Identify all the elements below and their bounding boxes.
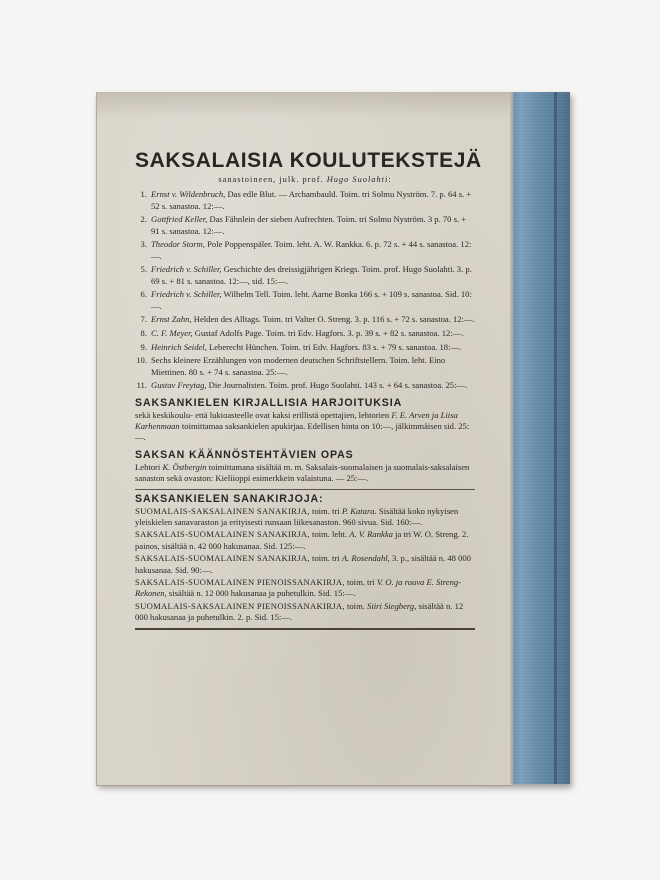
item-text: Das edle Blut. — Archambauld. Toim. tri Solmu Nyström. 7. p. 64 s. + 52 s. sanastoa. 12:—. <box>151 189 472 211</box>
item-author: Heinrich Seidel, <box>151 341 207 352</box>
section-translation-guide <box>135 449 475 485</box>
dictionary-editor: A. Rosendahl, <box>341 553 390 564</box>
back-cover <box>96 92 511 786</box>
dictionary-entry <box>135 553 475 576</box>
dictionary-desc: sisältää n. 12 000 hakusanaa ja puhetulkin. 2. p. Sid. 15:—. <box>135 600 464 623</box>
item-text: Geschichte des dreissigjährigen Kriegs. Toim. prof. Hugo Suolahti. 3. p. 69 s. + 81 s. sanastoa. 12:—, sid. 15:—. <box>151 264 472 286</box>
item-number: 10. <box>136 355 147 366</box>
bottom-rule <box>135 628 475 630</box>
item-number: 1. <box>140 189 147 200</box>
dictionary-entry <box>135 529 475 552</box>
section-body-authors: F. E. Arven ja Liisa Karhenmaan <box>135 409 458 431</box>
dictionary-entry <box>135 577 475 600</box>
item-author: Gustav Freytag, <box>151 380 207 391</box>
item-author: Friedrich v. Schiller, <box>151 264 222 275</box>
item-number: 9. <box>140 341 147 352</box>
subtitle-post: : <box>388 175 392 184</box>
dictionary-editor: Siiri Siegberg, <box>367 600 417 611</box>
section-dictionaries <box>135 493 475 624</box>
dictionary-pre: toim. leht. <box>309 529 350 540</box>
list-item <box>135 239 475 262</box>
dictionary-pre: toim. tri <box>309 505 342 516</box>
item-number: 5. <box>140 264 147 275</box>
item-text: Helden des Alltags. Toim. tri Valter O. Streng. 3. p. 116 s. + 72 s. sanastoa. 12:—. <box>191 314 475 325</box>
dictionary-desc: ja tri W. O. Streng. 2. painos, sisältää n. 42 000 hakusanaa. Sid. 125:—. <box>135 529 469 551</box>
item-number: 8. <box>140 328 147 338</box>
item-text: Gustaf Adolfs Page. Toim. tri Edv. Hagfors. 3. p. 39 s. + 82 s. sanastoa. 12:—. <box>192 328 464 338</box>
book-list <box>135 189 475 391</box>
dictionary-entry <box>135 601 475 624</box>
item-text: Pole Poppenspäler. Toim. leht. A. W. Rankka. 6. p. 72 s. + 44 s. sanastoa. 12:—. <box>151 239 472 261</box>
book-spine <box>510 92 570 784</box>
item-number: 6. <box>140 289 147 300</box>
dictionary-name: SAKSALAIS-SUOMALAINEN PIENOISSANAKIRJA, <box>135 577 345 588</box>
spine-hinge <box>554 92 557 784</box>
list-item <box>135 342 475 353</box>
dictionary-editor: A. V. Rankka <box>349 529 393 540</box>
dictionary-name: SAKSALAIS-SUOMALAINEN SANAKIRJA, <box>135 529 310 540</box>
dictionary-name: SUOMALAIS-SAKSALAINEN SANAKIRJA, <box>135 505 310 516</box>
list-item <box>135 314 475 325</box>
dictionary-desc: 3. p., sisältää n. 48 000 hakusanaa. Sid. 90:—. <box>135 553 471 575</box>
item-author: Friedrich v. Schiller, <box>151 289 222 300</box>
item-text: Die Journalisten. Toim. prof. Hugo Suolahti. 143 s. + 64 s. sanastoa. 25:—. <box>206 380 468 391</box>
list-item <box>135 189 475 212</box>
dictionary-name: SAKSALAIS-SUOMALAINEN SANAKIRJA, <box>135 553 310 564</box>
item-text: Wilhelm Tell. Toim. leht. Aarne Bonka 166 s. + 109 s. sanastoa. Sid. 10:—. <box>151 289 472 311</box>
spine-texture <box>510 92 570 784</box>
list-item <box>135 289 475 312</box>
dictionary-pre: toim. tri <box>344 577 377 588</box>
dictionary-desc: sisältää n. 12 000 hakusanaa ja puhetulkin. Sid. 15:—. <box>166 588 356 599</box>
item-text: Das Fähnlein der sieben Aufrechten. Toim. tri Solmu Nyström. 3 p. 70 s. + 91 s. sanastoa. 12:—. <box>151 214 467 236</box>
page-title: SAKSALAISIA KOULUTEKSTEJÄ <box>135 149 482 172</box>
item-number: 3. <box>140 239 147 250</box>
cover-text <box>135 149 482 630</box>
item-number: 2. <box>140 214 147 225</box>
item-text: Leberecht Hünchen. Toim. tri Edv. Hagfors. 83 s. + 79 s. sanastoa. 18:—. <box>206 341 462 352</box>
item-text: Sechs kleinere Erzählungen von modernen deutschen Schriftstellern. Toim. leht. Eino Miettinen. 80 s. + 74 s. sanastoa. 25:—. <box>151 355 446 377</box>
item-author: C. F. Meyer, <box>151 328 193 338</box>
section-heading: SAKSAN KÄÄNNÖSTEHTÄVIEN OPAS <box>135 448 354 461</box>
item-number: 7. <box>140 314 147 325</box>
section-heading: SAKSANKIELEN SANAKIRJOJA: <box>135 492 324 505</box>
section-body-post: toimittamaa saksankielen apukirjaa. Edellisen hinta on 10:—, jälkimmäisen sid. 25:—. <box>135 421 470 443</box>
list-item <box>135 380 475 391</box>
section-body-authors: K. Östbergin <box>162 461 207 472</box>
cover-shadow <box>97 93 511 119</box>
list-item <box>135 264 475 287</box>
dictionary-editor: V. O. ja rouva E. Streng-Rekonen, <box>135 577 462 599</box>
subtitle-pre: sanastoineen, julk. prof. <box>218 175 327 184</box>
divider <box>135 489 475 490</box>
book <box>96 92 570 784</box>
subtitle <box>135 174 475 185</box>
dictionary-desc: Sisältää koko nykyisen yleiskielen sanavaraston ja erityisesti runsaan liikesanaston. 960 sivua. Sid. 160:—. <box>135 505 459 528</box>
item-number: 11. <box>136 380 147 391</box>
item-author: Gottfried Keller, <box>151 214 208 225</box>
section-exercises <box>135 397 475 444</box>
spine-edge <box>510 92 514 784</box>
dictionary-entry <box>135 506 475 529</box>
section-body-pre: sekä keskikoulu- että lukioasteelle ovat kaksi erillistä opettajien, lehtorien <box>135 409 392 420</box>
item-author: Ernst v. Wildenbruch, <box>151 189 226 200</box>
section-heading: SAKSANKIELEN KIRJALLISIA HARJOITUKSIA <box>135 396 403 409</box>
section-body-post: toimittamana sisältää m. m. Saksalais-suomalaisen ja suomalais-saksalaisen sanaston sekä ovaston: Kieliioppi esimerkkein valaistuna. — 25:—. <box>135 461 470 484</box>
section-body-pre: Lehtori <box>135 461 163 472</box>
list-item <box>135 328 475 339</box>
item-author: Ernst Zahn, <box>151 314 192 325</box>
section-body <box>135 410 475 444</box>
subtitle-editor: Hugo Suolahti <box>326 175 389 184</box>
dictionary-name: SUOMALAIS-SAKSALAINEN PIENOISSANAKIRJA, <box>135 600 345 611</box>
dictionary-pre: toim. tri <box>309 553 342 564</box>
list-item <box>135 355 475 378</box>
list-item <box>135 214 475 237</box>
item-author: Theodor Storm, <box>151 239 205 250</box>
dictionary-pre: toim. <box>344 600 368 611</box>
section-body <box>135 462 475 485</box>
dictionary-editor: P. Katara. <box>341 505 377 516</box>
